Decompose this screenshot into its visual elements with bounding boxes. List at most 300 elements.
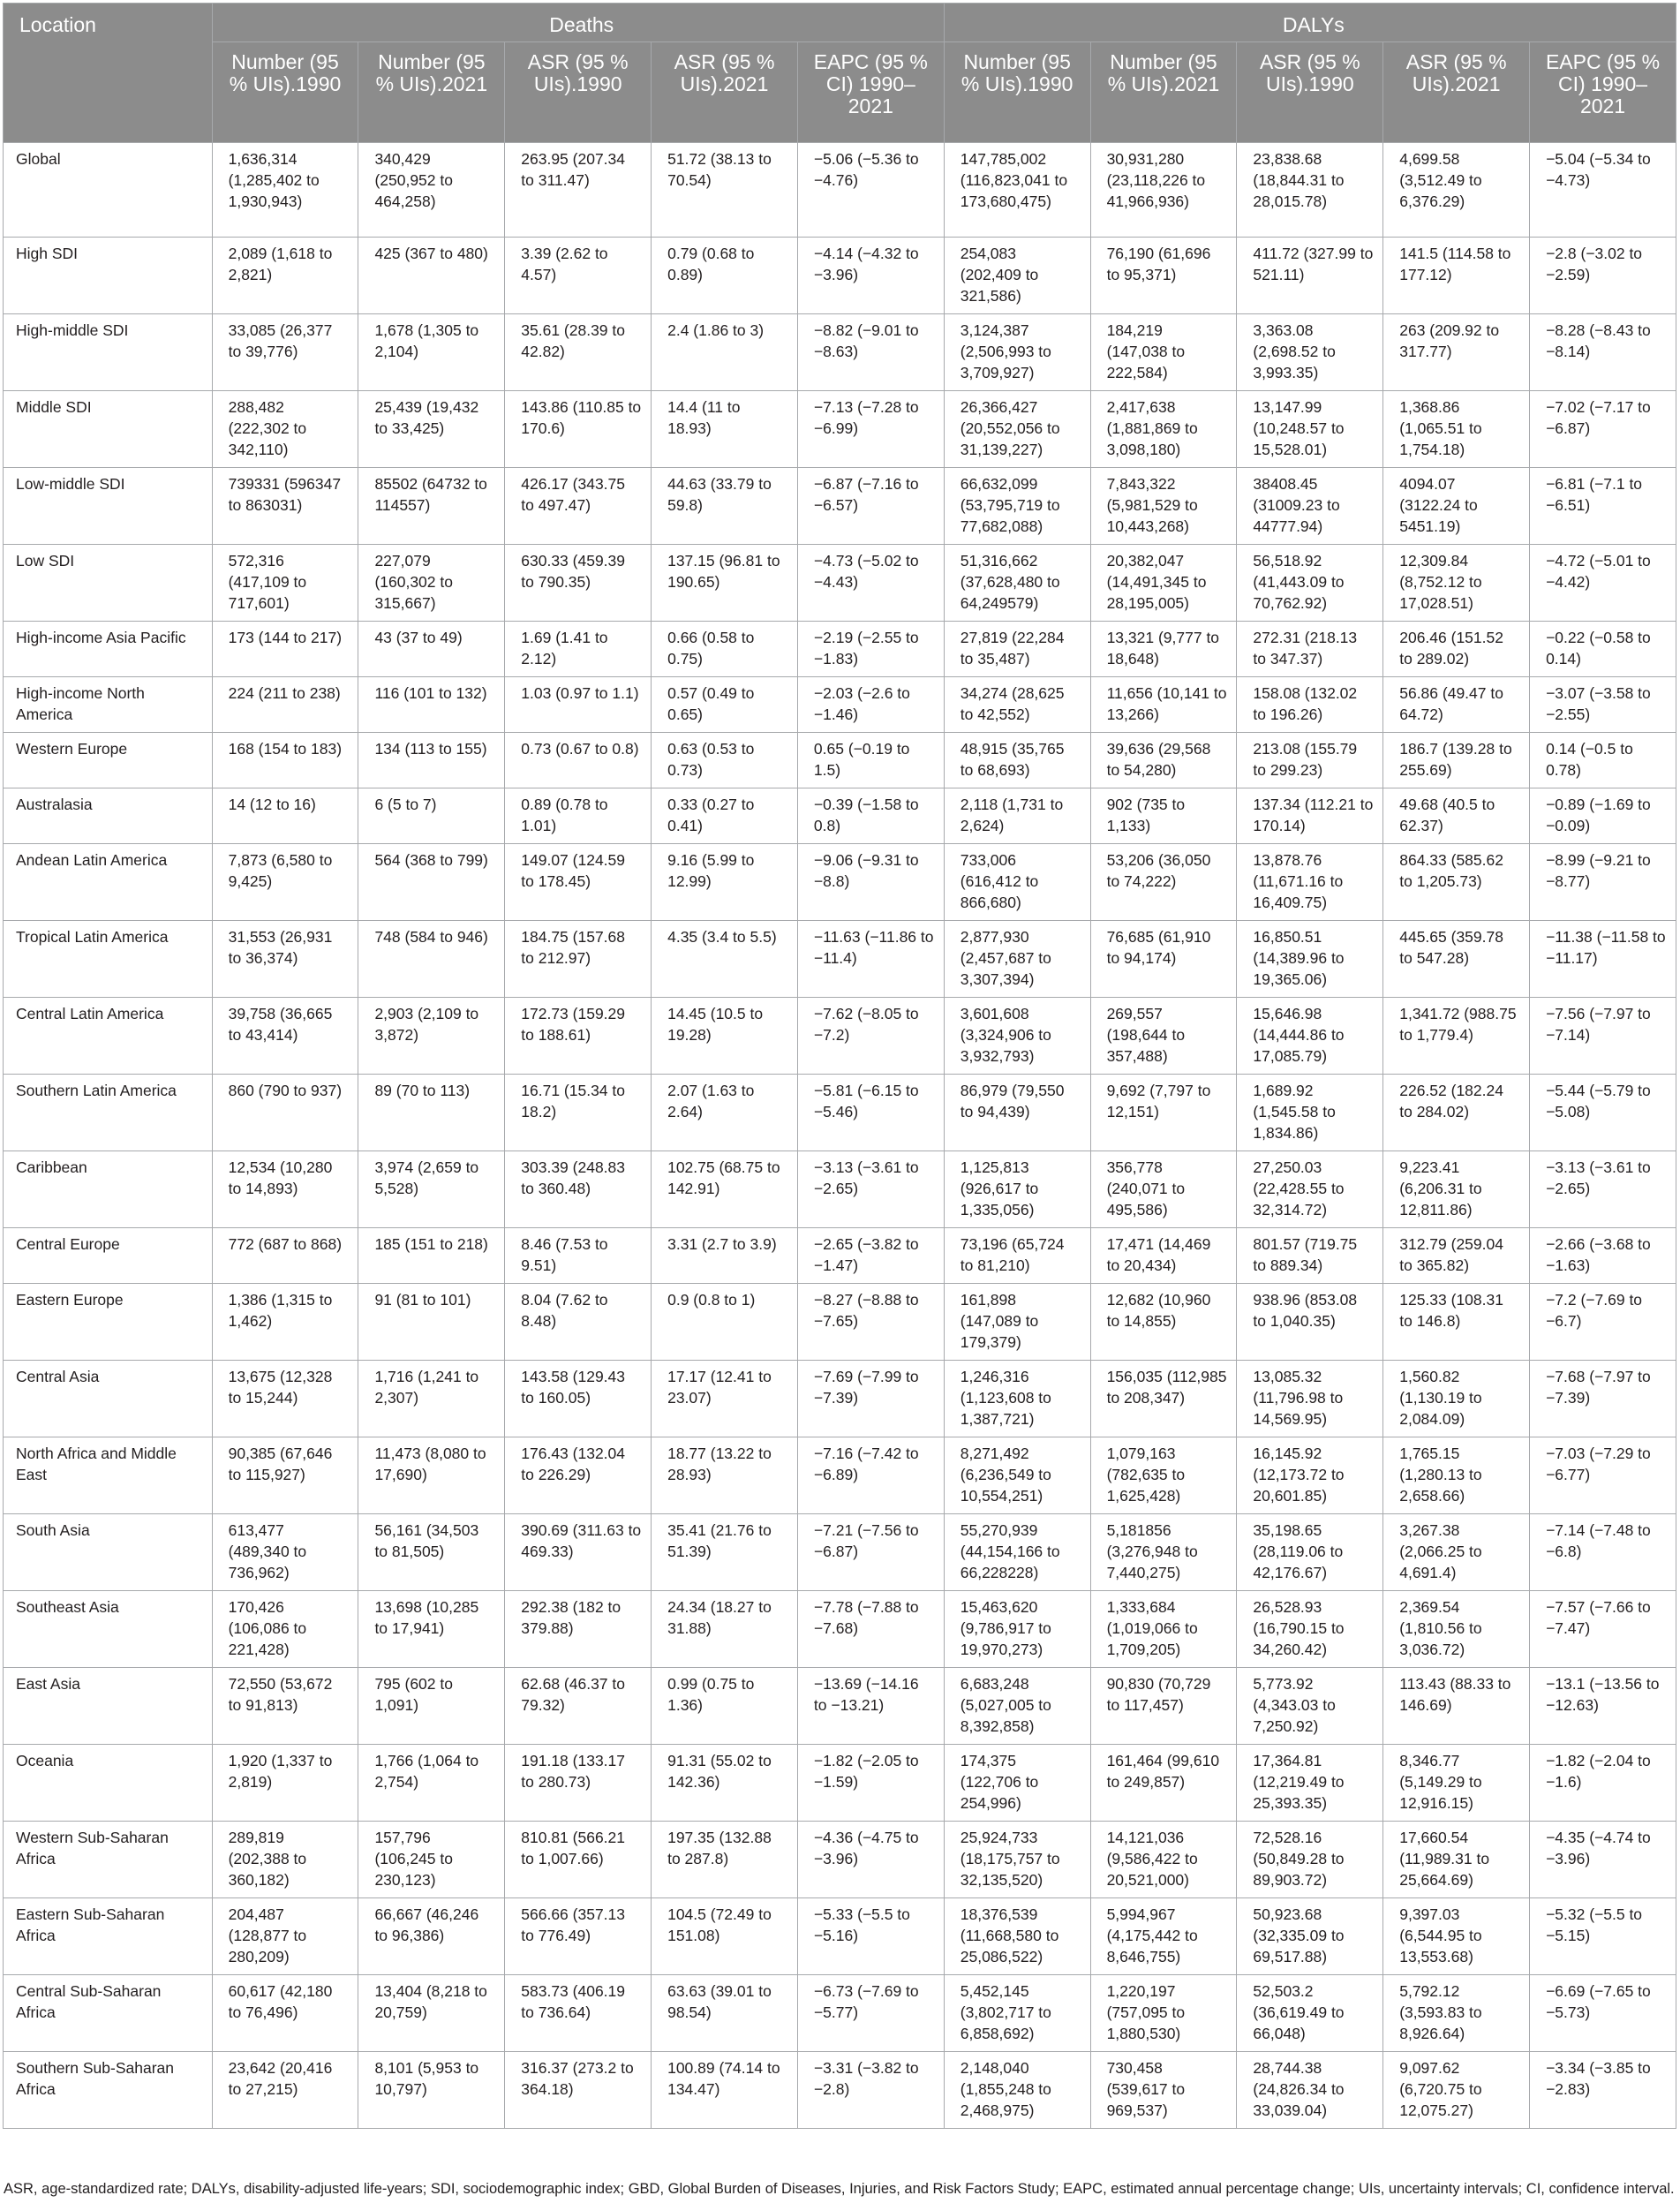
table-cell: 263 (209.92 to 317.77) — [1383, 314, 1530, 391]
table-cell: 566.66 (357.13 to 776.49) — [505, 1898, 652, 1975]
table-cell: 2,903 (2,109 to 3,872) — [358, 998, 505, 1075]
table-cell: 733,006 (616,412 to 866,680) — [944, 844, 1090, 921]
table-cell: 1,689.92 (1,545.58 to 1,834.86) — [1237, 1075, 1383, 1151]
table-cell: 3,124,387 (2,506,993 to 3,709,927) — [944, 314, 1090, 391]
table-cell: 13,085.32 (11,796.98 to 14,569.95) — [1237, 1361, 1383, 1437]
table-cell: 63.63 (39.01 to 98.54) — [652, 1975, 798, 2052]
location-cell: Middle SDI — [4, 391, 213, 468]
table-row — [4, 1151, 1676, 1228]
table-row — [4, 677, 1676, 733]
table-cell: −5.06 (−5.36 to −4.76) — [797, 143, 944, 238]
location-cell: North Africa and Middle East — [4, 1437, 213, 1514]
table-cell: 17,364.81 (12,219.49 to 25,393.35) — [1237, 1745, 1383, 1822]
table-cell: 168 (154 to 183) — [212, 733, 358, 788]
table-row — [4, 545, 1676, 622]
table-cell: 16,850.51 (14,389.96 to 19,365.06) — [1237, 921, 1383, 998]
table-cell: 25,439 (19,432 to 33,425) — [358, 391, 505, 468]
table-cell: 158.08 (132.02 to 196.26) — [1237, 677, 1383, 733]
table-cell: 55,270,939 (44,154,166 to 66,228228) — [944, 1514, 1090, 1591]
table-cell: −7.2 (−7.69 to −6.7) — [1530, 1284, 1676, 1361]
table-cell: 141.5 (114.58 to 177.12) — [1383, 238, 1530, 314]
table-cell: 1,386 (1,315 to 1,462) — [212, 1284, 358, 1361]
table-cell: 8,271,492 (6,236,549 to 10,554,251) — [944, 1437, 1090, 1514]
table-cell: 9,397.03 (6,544.95 to 13,553.68) — [1383, 1898, 1530, 1975]
table-cell: 4,699.58 (3,512.49 to 6,376.29) — [1383, 143, 1530, 238]
table-cell: 572,316 (417,109 to 717,601) — [212, 545, 358, 622]
table-cell: 24.34 (18.27 to 31.88) — [652, 1591, 798, 1668]
location-cell: High SDI — [4, 238, 213, 314]
table-cell: 173 (144 to 217) — [212, 622, 358, 677]
table-cell: 356,778 (240,071 to 495,586) — [1090, 1151, 1237, 1228]
table-cell: 184.75 (157.68 to 212.97) — [505, 921, 652, 998]
table-cell: 938.96 (853.08 to 1,040.35) — [1237, 1284, 1383, 1361]
table-cell: −4.73 (−5.02 to −4.43) — [797, 545, 944, 622]
table-cell: 795 (602 to 1,091) — [358, 1668, 505, 1745]
table-cell: 49.68 (40.5 to 62.37) — [1383, 788, 1530, 844]
table-cell: −4.36 (−4.75 to −3.96) — [797, 1822, 944, 1898]
table-cell: −0.22 (−0.58 to 0.14) — [1530, 622, 1676, 677]
location-cell: Eastern Sub-Saharan Africa — [4, 1898, 213, 1975]
table-cell: 18,376,539 (11,668,580 to 25,086,522) — [944, 1898, 1090, 1975]
table-cell: 191.18 (133.17 to 280.73) — [505, 1745, 652, 1822]
table-cell: −7.57 (−7.66 to −7.47) — [1530, 1591, 1676, 1668]
table-cell: 27,819 (22,284 to 35,487) — [944, 622, 1090, 677]
table-cell: 170,426 (106,086 to 221,428) — [212, 1591, 358, 1668]
table-cell: 1,636,314 (1,285,402 to 1,930,943) — [212, 143, 358, 238]
table-cell: 1,560.82 (1,130.19 to 2,084.09) — [1383, 1361, 1530, 1437]
table-cell: 564 (368 to 799) — [358, 844, 505, 921]
table-cell: 14 (12 to 16) — [212, 788, 358, 844]
table-cell: 18.77 (13.22 to 28.93) — [652, 1437, 798, 1514]
table-row — [4, 143, 1676, 238]
table-cell: 312.79 (259.04 to 365.82) — [1383, 1228, 1530, 1284]
table-cell: 56,161 (34,503 to 81,505) — [358, 1514, 505, 1591]
location-cell: Global — [4, 143, 213, 238]
table-cell: 390.69 (311.63 to 469.33) — [505, 1514, 652, 1591]
column-header: Number (95 % UIs).1990 — [212, 42, 358, 143]
table-cell: 2,089 (1,618 to 2,821) — [212, 238, 358, 314]
table-cell: 76,685 (61,910 to 94,174) — [1090, 921, 1237, 998]
table-cell: 35,198.65 (28,119.06 to 42,176.67) — [1237, 1514, 1383, 1591]
table-cell: −2.66 (−3.68 to −1.63) — [1530, 1228, 1676, 1284]
deaths-group-header: Deaths — [212, 4, 944, 42]
table-cell: 425 (367 to 480) — [358, 238, 505, 314]
table-cell: 0.79 (0.68 to 0.89) — [652, 238, 798, 314]
table-cell: 100.89 (74.14 to 134.47) — [652, 2052, 798, 2129]
table-cell: 134 (113 to 155) — [358, 733, 505, 788]
table-cell: 288,482 (222,302 to 342,110) — [212, 391, 358, 468]
table-cell: −4.14 (−4.32 to −3.96) — [797, 238, 944, 314]
table-cell: −7.69 (−7.99 to −7.39) — [797, 1361, 944, 1437]
table-cell: 116 (101 to 132) — [358, 677, 505, 733]
table-cell: 161,464 (99,610 to 249,857) — [1090, 1745, 1237, 1822]
table-cell: 583.73 (406.19 to 736.64) — [505, 1975, 652, 2052]
table-cell: 7,843,322 (5,981,529 to 10,443,268) — [1090, 468, 1237, 545]
table-cell: 85502 (64732 to 114557) — [358, 468, 505, 545]
table-cell: −0.39 (−1.58 to 0.8) — [797, 788, 944, 844]
table-cell: −9.06 (−9.31 to −8.8) — [797, 844, 944, 921]
table-cell: 303.39 (248.83 to 360.48) — [505, 1151, 652, 1228]
table-row — [4, 844, 1676, 921]
table-cell: 1,765.15 (1,280.13 to 2,658.66) — [1383, 1437, 1530, 1514]
table-cell: 5,452,145 (3,802,717 to 6,858,692) — [944, 1975, 1090, 2052]
table-cell: 35.61 (28.39 to 42.82) — [505, 314, 652, 391]
table-cell: 1,716 (1,241 to 2,307) — [358, 1361, 505, 1437]
table-cell: 91 (81 to 101) — [358, 1284, 505, 1361]
table-cell: 176.43 (132.04 to 226.29) — [505, 1437, 652, 1514]
location-cell: High-middle SDI — [4, 314, 213, 391]
table-cell: 44.63 (33.79 to 59.8) — [652, 468, 798, 545]
table-cell: −5.32 (−5.5 to −5.15) — [1530, 1898, 1676, 1975]
table-cell: 801.57 (719.75 to 889.34) — [1237, 1228, 1383, 1284]
table-cell: −3.34 (−3.85 to −2.83) — [1530, 2052, 1676, 2129]
table-cell: 25,924,733 (18,175,757 to 32,135,520) — [944, 1822, 1090, 1898]
table-cell: −2.65 (−3.82 to −1.47) — [797, 1228, 944, 1284]
table-row — [4, 622, 1676, 677]
table-cell: 5,994,967 (4,175,442 to 8,646,755) — [1090, 1898, 1237, 1975]
table-cell: −5.81 (−6.15 to −5.46) — [797, 1075, 944, 1151]
table-cell: 772 (687 to 868) — [212, 1228, 358, 1284]
table-cell: −13.69 (−14.16 to −13.21) — [797, 1668, 944, 1745]
table-cell: 113.43 (88.33 to 146.69) — [1383, 1668, 1530, 1745]
column-header: Number (95 % UIs).1990 — [944, 42, 1090, 143]
table-cell: 810.81 (566.21 to 1,007.66) — [505, 1822, 652, 1898]
table-cell: 20,382,047 (14,491,345 to 28,195,005) — [1090, 545, 1237, 622]
table-cell: −2.19 (−2.55 to −1.83) — [797, 622, 944, 677]
location-cell: Tropical Latin America — [4, 921, 213, 998]
location-cell: High-income Asia Pacific — [4, 622, 213, 677]
table-cell: 56,518.92 (41,443.09 to 70,762.92) — [1237, 545, 1383, 622]
table-cell: 5,181856 (3,276,948 to 7,440,275) — [1090, 1514, 1237, 1591]
table-cell: 13,404 (8,218 to 20,759) — [358, 1975, 505, 2052]
table-cell: 4094.07 (3122.24 to 5451.19) — [1383, 468, 1530, 545]
table-cell: 0.14 (−0.5 to 0.78) — [1530, 733, 1676, 788]
table-cell: 269,557 (198,644 to 357,488) — [1090, 998, 1237, 1075]
table-cell: 17.17 (12.41 to 23.07) — [652, 1361, 798, 1437]
table-cell: −11.63 (−11.86 to −11.4) — [797, 921, 944, 998]
table-cell: 263.95 (207.34 to 311.47) — [505, 143, 652, 238]
table-cell: 38408.45 (31009.23 to 44777.94) — [1237, 468, 1383, 545]
column-header: ASR (95 % UIs).1990 — [1237, 42, 1383, 143]
table-cell: 1,125,813 (926,617 to 1,335,056) — [944, 1151, 1090, 1228]
table-cell: 60,617 (42,180 to 76,496) — [212, 1975, 358, 2052]
table-cell: −3.13 (−3.61 to −2.65) — [797, 1151, 944, 1228]
table-cell: −3.31 (−3.82 to −2.8) — [797, 2052, 944, 2129]
table-row — [4, 391, 1676, 468]
table-cell: 0.99 (0.75 to 1.36) — [652, 1668, 798, 1745]
table-row — [4, 314, 1676, 391]
table-row — [4, 1514, 1676, 1591]
table-cell: 8.46 (7.53 to 9.51) — [505, 1228, 652, 1284]
location-cell: Central Europe — [4, 1228, 213, 1284]
table-cell: 1.69 (1.41 to 2.12) — [505, 622, 652, 677]
table-cell: 13,321 (9,777 to 18,648) — [1090, 622, 1237, 677]
table-cell: 445.65 (359.78 to 547.28) — [1383, 921, 1530, 998]
table-cell: 51.72 (38.13 to 70.54) — [652, 143, 798, 238]
table-cell: 213.08 (155.79 to 299.23) — [1237, 733, 1383, 788]
table-cell: 39,636 (29,568 to 54,280) — [1090, 733, 1237, 788]
table-cell: 1,920 (1,337 to 2,819) — [212, 1745, 358, 1822]
table-cell: 86,979 (79,550 to 94,439) — [944, 1075, 1090, 1151]
table-cell: 9,223.41 (6,206.31 to 12,811.86) — [1383, 1151, 1530, 1228]
table-cell: 125.33 (108.31 to 146.8) — [1383, 1284, 1530, 1361]
table-cell: 206.46 (151.52 to 289.02) — [1383, 622, 1530, 677]
table-cell: 66,632,099 (53,795,719 to 77,682,088) — [944, 468, 1090, 545]
table-cell: 1,246,316 (1,123,608 to 1,387,721) — [944, 1361, 1090, 1437]
table-cell: 26,366,427 (20,552,056 to 31,139,227) — [944, 391, 1090, 468]
location-cell: Central Asia — [4, 1361, 213, 1437]
table-cell: −7.78 (−7.88 to −7.68) — [797, 1591, 944, 1668]
table-cell: −11.38 (−11.58 to −11.17) — [1530, 921, 1676, 998]
table-cell: 426.17 (343.75 to 497.47) — [505, 468, 652, 545]
table-cell: 13,878.76 (11,671.16 to 16,409.75) — [1237, 844, 1383, 921]
table-cell: −6.73 (−7.69 to −5.77) — [797, 1975, 944, 2052]
table-row — [4, 468, 1676, 545]
table-row — [4, 238, 1676, 314]
table-cell: 56.86 (49.47 to 64.72) — [1383, 677, 1530, 733]
table-cell: 12,682 (10,960 to 14,855) — [1090, 1284, 1237, 1361]
table-cell: 0.66 (0.58 to 0.75) — [652, 622, 798, 677]
table-row — [4, 998, 1676, 1075]
table-cell: 3.39 (2.62 to 4.57) — [505, 238, 652, 314]
table-row — [4, 788, 1676, 844]
table-cell: 15,646.98 (14,444.86 to 17,085.79) — [1237, 998, 1383, 1075]
location-cell: High-income North America — [4, 677, 213, 733]
table-cell: 90,385 (67,646 to 115,927) — [212, 1437, 358, 1514]
table-cell: 8.04 (7.62 to 8.48) — [505, 1284, 652, 1361]
table-cell: 292.38 (182 to 379.88) — [505, 1591, 652, 1668]
table-cell: 902 (735 to 1,133) — [1090, 788, 1237, 844]
table-cell: −0.89 (−1.69 to −0.09) — [1530, 788, 1676, 844]
table-cell: 226.52 (182.24 to 284.02) — [1383, 1075, 1530, 1151]
table-row — [4, 733, 1676, 788]
table-cell: 11,473 (8,080 to 17,690) — [358, 1437, 505, 1514]
table-cell: −8.28 (−8.43 to −8.14) — [1530, 314, 1676, 391]
table-cell: 72,528.16 (50,849.28 to 89,903.72) — [1237, 1822, 1383, 1898]
table-cell: 14.4 (11 to 18.93) — [652, 391, 798, 468]
column-header: EAPC (95 % CI) 1990–2021 — [797, 42, 944, 143]
data-table — [3, 3, 1676, 2129]
location-cell: Western Europe — [4, 733, 213, 788]
table-cell: 9,692 (7,797 to 12,151) — [1090, 1075, 1237, 1151]
table-cell: 33,085 (26,377 to 39,776) — [212, 314, 358, 391]
table-cell: 3,363.08 (2,698.52 to 3,993.35) — [1237, 314, 1383, 391]
table-cell: 73,196 (65,724 to 81,210) — [944, 1228, 1090, 1284]
table-cell: 5,792.12 (3,593.83 to 8,926.64) — [1383, 1975, 1530, 2052]
table-cell: 630.33 (459.39 to 790.35) — [505, 545, 652, 622]
table-cell: 17,471 (14,469 to 20,434) — [1090, 1228, 1237, 1284]
column-header: ASR (95 % UIs).2021 — [652, 42, 798, 143]
table-cell: −1.82 (−2.05 to −1.59) — [797, 1745, 944, 1822]
column-header: Number (95 % UIs).2021 — [358, 42, 505, 143]
table-cell: 3.31 (2.7 to 3.9) — [652, 1228, 798, 1284]
table-cell: 34,274 (28,625 to 42,552) — [944, 677, 1090, 733]
table-cell: 2.07 (1.63 to 2.64) — [652, 1075, 798, 1151]
table-cell: 16,145.92 (12,173.72 to 20,601.85) — [1237, 1437, 1383, 1514]
location-cell: Australasia — [4, 788, 213, 844]
table-cell: 0.65 (−0.19 to 1.5) — [797, 733, 944, 788]
table-cell: 23,838.68 (18,844.31 to 28,015.78) — [1237, 143, 1383, 238]
table-cell: 748 (584 to 946) — [358, 921, 505, 998]
table-cell: −13.1 (−13.56 to −12.63) — [1530, 1668, 1676, 1745]
table-cell: −3.07 (−3.58 to −2.55) — [1530, 677, 1676, 733]
table-cell: −7.03 (−7.29 to −6.77) — [1530, 1437, 1676, 1514]
table-cell: 204,487 (128,877 to 280,209) — [212, 1898, 358, 1975]
table-cell: 1,341.72 (988.75 to 1,779.4) — [1383, 998, 1530, 1075]
table-cell: 3,601,608 (3,324,906 to 3,932,793) — [944, 998, 1090, 1075]
location-cell: Central Sub-Saharan Africa — [4, 1975, 213, 2052]
table-cell: 91.31 (55.02 to 142.36) — [652, 1745, 798, 1822]
table-cell: 2,148,040 (1,855,248 to 2,468,975) — [944, 2052, 1090, 2129]
table-cell: 185 (151 to 218) — [358, 1228, 505, 1284]
table-cell: 137.34 (112.21 to 170.14) — [1237, 788, 1383, 844]
location-cell: Caribbean — [4, 1151, 213, 1228]
table-cell: 48,915 (35,765 to 68,693) — [944, 733, 1090, 788]
table-cell: 2,118 (1,731 to 2,624) — [944, 788, 1090, 844]
table-cell: 2,877,930 (2,457,687 to 3,307,394) — [944, 921, 1090, 998]
table-cell: 13,147.99 (10,248.57 to 15,528.01) — [1237, 391, 1383, 468]
table-cell: −4.72 (−5.01 to −4.42) — [1530, 545, 1676, 622]
table-row — [4, 1668, 1676, 1745]
dalys-group-header: DALYs — [944, 4, 1676, 42]
table-cell: 27,250.03 (22,428.55 to 32,314.72) — [1237, 1151, 1383, 1228]
table-cell: −8.99 (−9.21 to −8.77) — [1530, 844, 1676, 921]
table-row — [4, 1822, 1676, 1898]
table-cell: 739331 (596347 to 863031) — [212, 468, 358, 545]
table-cell: −7.62 (−8.05 to −7.2) — [797, 998, 944, 1075]
table-cell: −8.27 (−8.88 to −7.65) — [797, 1284, 944, 1361]
location-cell: Low SDI — [4, 545, 213, 622]
table-row — [4, 1284, 1676, 1361]
table-cell: 9.16 (5.99 to 12.99) — [652, 844, 798, 921]
table-cell: −7.13 (−7.28 to −6.99) — [797, 391, 944, 468]
column-header: EAPC (95 % CI) 1990–2021 — [1530, 42, 1676, 143]
table-row — [4, 1975, 1676, 2052]
table-cell: 53,206 (36,050 to 74,222) — [1090, 844, 1237, 921]
table-cell: 2,417,638 (1,881,869 to 3,098,180) — [1090, 391, 1237, 468]
table-cell: 52,503.2 (36,619.49 to 66,048) — [1237, 1975, 1383, 2052]
table-cell: 16.71 (15.34 to 18.2) — [505, 1075, 652, 1151]
table-cell: 72,550 (53,672 to 91,813) — [212, 1668, 358, 1745]
table-cell: 102.75 (68.75 to 142.91) — [652, 1151, 798, 1228]
table-cell: −5.44 (−5.79 to −5.08) — [1530, 1075, 1676, 1151]
table-cell: 76,190 (61,696 to 95,371) — [1090, 238, 1237, 314]
table-cell: 224 (211 to 238) — [212, 677, 358, 733]
location-cell: Western Sub-Saharan Africa — [4, 1822, 213, 1898]
location-cell: Low-middle SDI — [4, 468, 213, 545]
table-cell: 5,773.92 (4,343.03 to 7,250.92) — [1237, 1668, 1383, 1745]
table-row — [4, 1898, 1676, 1975]
table-cell: −2.03 (−2.6 to −1.46) — [797, 677, 944, 733]
table-cell: 864.33 (585.62 to 1,205.73) — [1383, 844, 1530, 921]
table-cell: −5.04 (−5.34 to −4.73) — [1530, 143, 1676, 238]
table-cell: 3,267.38 (2,066.25 to 4,691.4) — [1383, 1514, 1530, 1591]
location-cell: Eastern Europe — [4, 1284, 213, 1361]
table-cell: 66,667 (46,246 to 96,386) — [358, 1898, 505, 1975]
table-cell: 9,097.62 (6,720.75 to 12,075.27) — [1383, 2052, 1530, 2129]
table-cell: 14.45 (10.5 to 19.28) — [652, 998, 798, 1075]
table-cell: −6.87 (−7.16 to −6.57) — [797, 468, 944, 545]
table-cell: 1.03 (0.97 to 1.1) — [505, 677, 652, 733]
table-cell: 15,463,620 (9,786,917 to 19,970,273) — [944, 1591, 1090, 1668]
location-cell: Oceania — [4, 1745, 213, 1822]
table-cell: 147,785,002 (116,823,041 to 173,680,475) — [944, 143, 1090, 238]
table-cell: 17,660.54 (11,989.31 to 25,664.69) — [1383, 1822, 1530, 1898]
table-cell: 1,333,684 (1,019,066 to 1,709,205) — [1090, 1591, 1237, 1668]
table-body — [4, 143, 1676, 2129]
table-cell: 0.89 (0.78 to 1.01) — [505, 788, 652, 844]
table-row — [4, 921, 1676, 998]
table-cell: 31,553 (26,931 to 36,374) — [212, 921, 358, 998]
table-cell: 12,534 (10,280 to 14,893) — [212, 1151, 358, 1228]
table-cell: 411.72 (327.99 to 521.11) — [1237, 238, 1383, 314]
table-cell: 0.63 (0.53 to 0.73) — [652, 733, 798, 788]
table-cell: 14,121,036 (9,586,422 to 20,521,000) — [1090, 1822, 1237, 1898]
table-cell: −7.02 (−7.17 to −6.87) — [1530, 391, 1676, 468]
column-header: ASR (95 % UIs).1990 — [505, 42, 652, 143]
table-cell: 174,375 (122,706 to 254,996) — [944, 1745, 1090, 1822]
table-cell: −7.21 (−7.56 to −6.87) — [797, 1514, 944, 1591]
table-cell: 13,675 (12,328 to 15,244) — [212, 1361, 358, 1437]
table-cell: 30,931,280 (23,118,226 to 41,966,936) — [1090, 143, 1237, 238]
table-cell: 272.31 (218.13 to 347.37) — [1237, 622, 1383, 677]
table-cell: −6.69 (−7.65 to −5.73) — [1530, 1975, 1676, 2052]
table-cell: 137.15 (96.81 to 190.65) — [652, 545, 798, 622]
table-cell: 0.33 (0.27 to 0.41) — [652, 788, 798, 844]
table-cell: 1,079,163 (782,635 to 1,625,428) — [1090, 1437, 1237, 1514]
table-cell: 161,898 (147,089 to 179,379) — [944, 1284, 1090, 1361]
table-cell: 1,678 (1,305 to 2,104) — [358, 314, 505, 391]
location-cell: Southern Sub-Saharan Africa — [4, 2052, 213, 2129]
table-cell: 2,369.54 (1,810.56 to 3,036.72) — [1383, 1591, 1530, 1668]
table-cell: 28,744.38 (24,826.34 to 33,039.04) — [1237, 2052, 1383, 2129]
table-footnote: ASR, age-standardized rate; DALYs, disability-adjusted life-years; SDI, sociodemographic index; GBD, Global Burden of Diseases, Injuries, and Risk Factors Study; EAPC, estimated annual percentage change; UIs, uncertainty intervals; CI, confidence interval. — [4, 2181, 1675, 2197]
table-cell: −2.8 (−3.02 to −2.59) — [1530, 238, 1676, 314]
column-header: ASR (95 % UIs).2021 — [1383, 42, 1530, 143]
table-cell: 6,683,248 (5,027,005 to 8,392,858) — [944, 1668, 1090, 1745]
table-row — [4, 1437, 1676, 1514]
table-cell: 254,083 (202,409 to 321,586) — [944, 238, 1090, 314]
table-cell: 51,316,662 (37,628,480 to 64,249579) — [944, 545, 1090, 622]
table-row — [4, 1075, 1676, 1151]
table-row — [4, 1361, 1676, 1437]
table-cell: −7.14 (−7.48 to −6.8) — [1530, 1514, 1676, 1591]
table-row — [4, 1591, 1676, 1668]
table-cell: 149.07 (124.59 to 178.45) — [505, 844, 652, 921]
table-cell: 11,656 (10,141 to 13,266) — [1090, 677, 1237, 733]
table-row — [4, 1745, 1676, 1822]
table-cell: 39,758 (36,665 to 43,414) — [212, 998, 358, 1075]
table-cell: −4.35 (−4.74 to −3.96) — [1530, 1822, 1676, 1898]
table-cell: 0.57 (0.49 to 0.65) — [652, 677, 798, 733]
table-cell: −7.56 (−7.97 to −7.14) — [1530, 998, 1676, 1075]
table-cell: 1,368.86 (1,065.51 to 1,754.18) — [1383, 391, 1530, 468]
table-cell: 143.58 (129.43 to 160.05) — [505, 1361, 652, 1437]
table-cell: 186.7 (139.28 to 255.69) — [1383, 733, 1530, 788]
table-cell: −5.33 (−5.5 to −5.16) — [797, 1898, 944, 1975]
table-cell: 613,477 (489,340 to 736,962) — [212, 1514, 358, 1591]
table-cell: 8,101 (5,953 to 10,797) — [358, 2052, 505, 2129]
table-cell: 89 (70 to 113) — [358, 1075, 505, 1151]
table-cell: 0.9 (0.8 to 1) — [652, 1284, 798, 1361]
table-cell: 12,309.84 (8,752.12 to 17,028.51) — [1383, 545, 1530, 622]
location-cell: South Asia — [4, 1514, 213, 1591]
table-cell: 104.5 (72.49 to 151.08) — [652, 1898, 798, 1975]
table-cell: 13,698 (10,285 to 17,941) — [358, 1591, 505, 1668]
table-cell: 6 (5 to 7) — [358, 788, 505, 844]
table-cell: 50,923.68 (32,335.09 to 69,517.88) — [1237, 1898, 1383, 1975]
table-row — [4, 2052, 1676, 2129]
